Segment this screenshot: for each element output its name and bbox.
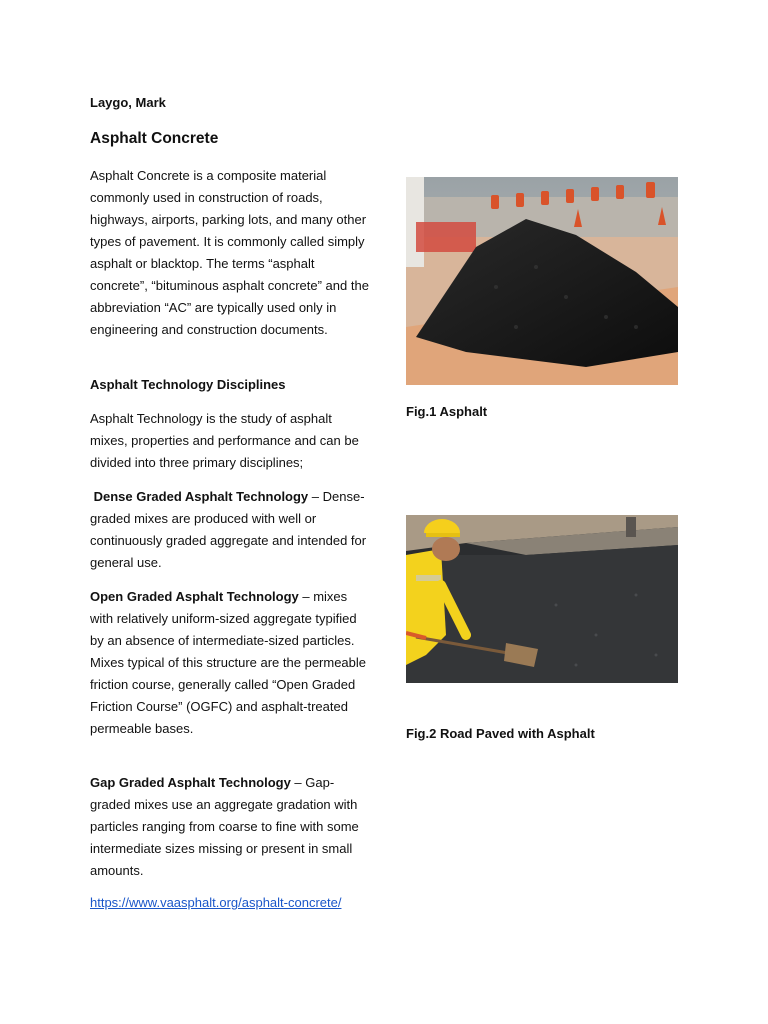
figure-caption: Fig.2 Road Paved with Asphalt — [406, 726, 595, 741]
page-title: Asphalt Concrete — [90, 130, 219, 147]
section-intro — [90, 408, 370, 474]
intro-paragraph — [90, 165, 370, 341]
discipline-name: Gap Graded Asphalt Technology — [90, 775, 291, 790]
source-link[interactable]: https://www.vaasphalt.org/asphalt-concrete/ — [90, 895, 342, 910]
discipline-name: Open Graded Asphalt Technology — [90, 589, 299, 604]
section-intro-text: Asphalt Technology is the study of asphalt mixes, properties and performance and can be divided into three primary disciplines; — [90, 411, 359, 470]
discipline-gap — [90, 772, 370, 882]
figure-caption: Fig.1 Asphalt — [406, 404, 488, 419]
discipline-text: – Dense-graded mixes are produced with well or continuously graded aggregate and intended for general use. — [90, 489, 367, 570]
figure-asphalt-photo — [406, 177, 678, 385]
discipline-text: – mixes with relatively uniform-sized aggregate typified by an absence of intermediate-sized particles. Mixes typical of this structure are the permeable friction course, generally called “Open Graded Friction Course” (OGFC) and asphalt-treated permeable bases. — [90, 589, 367, 736]
discipline-name: Dense Graded Asphalt Technology — [93, 489, 309, 504]
discipline-text: – Gap-graded mixes use an aggregate gradation with particles ranging from coarse to fine with some intermediate sizes missing or present in small amounts. — [90, 775, 359, 878]
section-heading: Asphalt Technology Disciplines — [90, 377, 286, 392]
author-name: Laygo, Mark — [90, 95, 166, 110]
intro-text: Asphalt Concrete is a composite material commonly used in construction of roads, highways, airports, parking lots, and many other types of pavement. It is commonly called simply asphalt or blacktop. The terms “asphalt concrete”, “bituminous asphalt concrete” and the abbreviation “AC” are typically used only in engineering and construction documents. — [90, 168, 369, 337]
figure-road-paving-photo — [406, 515, 678, 683]
discipline-open — [90, 586, 370, 740]
discipline-dense — [90, 486, 370, 574]
